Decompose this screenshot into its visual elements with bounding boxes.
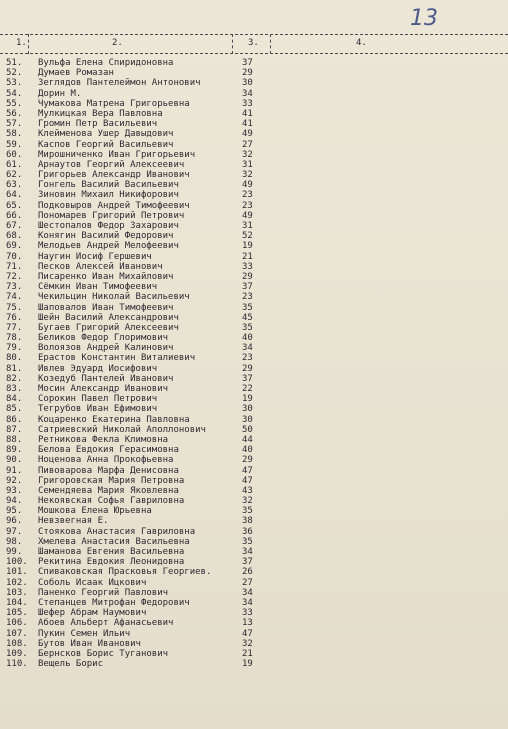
row-number: 79. [6, 343, 23, 354]
person-name: Соболь Исаак Ицкович [38, 577, 147, 588]
list-row [0, 58, 508, 68]
row-number: 72. [6, 271, 23, 282]
person-age: 29 [242, 271, 253, 282]
row-number: 64. [6, 190, 23, 201]
list-row [0, 639, 508, 649]
list-row [0, 557, 508, 567]
person-age: 37 [242, 282, 253, 293]
person-name: Ерастов Константин Виталиевич [38, 353, 196, 364]
person-name: Некоявская Софья Гавриловна [38, 496, 185, 507]
person-age: 38 [242, 516, 253, 527]
person-name: Бугаев Григорий Алексеевич [38, 322, 179, 333]
row-number: 95. [6, 506, 23, 517]
person-age: 41 [242, 108, 253, 119]
row-number: 100. [6, 557, 28, 568]
person-age: 30 [242, 414, 253, 425]
row-number: 59. [6, 139, 23, 150]
person-name: Невзвегная Е. [38, 516, 109, 527]
row-number: 75. [6, 302, 23, 313]
list-row [0, 364, 508, 374]
person-age: 31 [242, 159, 253, 170]
person-name: Пукин Семен Ильич [38, 628, 131, 639]
row-number: 108. [6, 638, 28, 649]
row-number: 74. [6, 292, 23, 303]
person-name: Арнаутов Георгий Алексеевич [38, 159, 185, 170]
person-age: 23 [242, 353, 253, 364]
row-number: 92. [6, 475, 23, 486]
list-row [0, 425, 508, 435]
row-number: 90. [6, 455, 23, 466]
list-row [0, 618, 508, 628]
person-age: 30 [242, 404, 253, 415]
list-row [0, 629, 508, 639]
person-name: Гонгель Василий Васильевич [38, 180, 179, 191]
list-row [0, 68, 508, 78]
row-number: 98. [6, 536, 23, 547]
list-row [0, 140, 508, 150]
row-number: 91. [6, 465, 23, 476]
list-row [0, 435, 508, 445]
person-name: Мирошниченко Иван Григорьевич [38, 149, 196, 160]
list-row [0, 160, 508, 170]
row-number: 99. [6, 547, 23, 557]
person-name: Беликов Федор Глоримович [38, 333, 169, 344]
person-age: 13 [242, 618, 253, 629]
row-number: 55. [6, 98, 23, 109]
row-number: 87. [6, 424, 23, 435]
list-row [0, 211, 508, 221]
row-number: 89. [6, 445, 23, 456]
person-name: Степанцев Митрофан Федорович [38, 597, 190, 608]
row-number: 65. [6, 200, 23, 211]
person-name: Шестопалов Федор Захарович [38, 221, 179, 231]
person-age: 19 [242, 394, 253, 405]
person-age: 41 [242, 119, 253, 130]
row-number: 70. [6, 251, 23, 262]
person-name: Пивоварова Марфа Денисовна [38, 465, 179, 476]
list-row [0, 486, 508, 496]
person-age: 29 [242, 363, 253, 374]
row-number: 96. [6, 516, 23, 527]
list-row [0, 333, 508, 343]
row-number: 83. [6, 384, 23, 394]
list-row [0, 343, 508, 353]
person-age: 32 [242, 638, 253, 649]
list-row [0, 445, 508, 455]
person-age: 40 [242, 333, 253, 344]
person-name: Шейн Василий Александрович [38, 312, 179, 323]
list-row [0, 231, 508, 241]
row-number: 68. [6, 231, 23, 242]
list-row [0, 170, 508, 180]
list-row [0, 272, 508, 282]
person-age: 35 [242, 322, 253, 333]
row-number: 104. [6, 597, 28, 608]
list-row [0, 415, 508, 425]
person-age: 35 [242, 506, 253, 517]
person-age: 31 [242, 221, 253, 231]
person-name: Сёмкин Иван Тимофеевич [38, 282, 158, 293]
person-name: Громин Петр Васильевич [38, 119, 158, 130]
person-age: 44 [242, 434, 253, 445]
row-number: 60. [6, 149, 23, 160]
row-number: 76. [6, 312, 23, 323]
person-age: 40 [242, 445, 253, 456]
column-header-2: 2. [112, 38, 123, 48]
person-name: Шефер Абрам Наумович [38, 608, 147, 619]
list-row [0, 527, 508, 537]
names-list [0, 58, 508, 669]
person-name: Пономарев Григорий Петрович [38, 210, 185, 221]
person-name: Рекитина Евдокия Леонидовна [38, 557, 185, 568]
person-age: 45 [242, 312, 253, 323]
row-number: 58. [6, 129, 23, 140]
person-age: 37 [242, 557, 253, 568]
person-name: Хмелева Анастасия Васильевна [38, 536, 190, 547]
person-name: Ноценова Анна Прокофьевна [38, 455, 174, 466]
person-age: 35 [242, 302, 253, 313]
person-age: 47 [242, 628, 253, 639]
column-header-4: 4. [356, 38, 367, 48]
list-row [0, 608, 508, 618]
row-number: 107. [6, 628, 28, 639]
row-number: 109. [6, 648, 28, 659]
row-number: 102. [6, 577, 28, 588]
person-age: 21 [242, 648, 253, 659]
person-name: Сатриевский Николай Аполлонович [38, 424, 206, 435]
list-row [0, 588, 508, 598]
row-number: 85. [6, 404, 23, 415]
person-name: Абоев Альберт Афанасьевич [38, 618, 174, 629]
person-name: Конягин Василий Федорович [38, 231, 174, 242]
person-age: 27 [242, 139, 253, 150]
row-number: 101. [6, 567, 28, 578]
person-name: Наугин Иосиф Гершевич [38, 251, 152, 262]
list-row [0, 150, 508, 160]
person-age: 22 [242, 384, 253, 394]
person-name: Семендяева Мария Яковлевна [38, 485, 179, 496]
list-row [0, 323, 508, 333]
list-row [0, 292, 508, 302]
list-row [0, 303, 508, 313]
person-name: Мосин Александр Иванович [38, 384, 169, 394]
person-age: 33 [242, 261, 253, 272]
column-header-row [0, 38, 508, 52]
person-age: 37 [242, 58, 253, 68]
list-row [0, 578, 508, 588]
person-name: Сорокин Павел Петрович [38, 394, 158, 405]
list-row [0, 649, 508, 659]
person-name: Клейменова Ушер Давыдович [38, 129, 174, 140]
person-name: Чумакова Матрена Григорьевна [38, 98, 190, 109]
person-age: 23 [242, 190, 253, 201]
person-name: Паненко Георгий Павлович [38, 587, 169, 598]
person-name: Коцаренко Екатерина Павловна [38, 414, 190, 425]
person-age: 19 [242, 659, 253, 670]
list-row [0, 567, 508, 577]
list-row [0, 180, 508, 190]
list-row [0, 78, 508, 88]
person-name: Козедуб Пантелей Иванович [38, 373, 174, 384]
row-number: 80. [6, 353, 23, 364]
list-row [0, 313, 508, 323]
person-age: 47 [242, 475, 253, 486]
list-row [0, 598, 508, 608]
row-number: 84. [6, 394, 23, 405]
row-number: 78. [6, 333, 23, 344]
row-number: 106. [6, 618, 28, 629]
person-name: Шаманова Евгения Васильевна [38, 547, 185, 557]
row-number: 82. [6, 373, 23, 384]
list-row [0, 129, 508, 139]
header-bottom-rule [0, 53, 508, 54]
list-row [0, 89, 508, 99]
person-age: 29 [242, 455, 253, 466]
row-number: 88. [6, 434, 23, 445]
list-row [0, 262, 508, 272]
list-row [0, 506, 508, 516]
row-number: 73. [6, 282, 23, 293]
person-age: 29 [242, 68, 253, 79]
person-name: Стоякова Анастасия Гавриловна [38, 526, 196, 537]
person-age: 23 [242, 200, 253, 211]
list-row [0, 659, 508, 669]
list-row [0, 119, 508, 129]
person-age: 47 [242, 465, 253, 476]
handwritten-page-number: 13 [410, 6, 438, 31]
person-age: 34 [242, 343, 253, 354]
person-age: 37 [242, 373, 253, 384]
list-row [0, 99, 508, 109]
person-name: Вещель Борис [38, 659, 104, 670]
person-age: 50 [242, 424, 253, 435]
person-age: 49 [242, 210, 253, 221]
person-age: 23 [242, 292, 253, 303]
person-name: Зиновин Михаил Никифорович [38, 190, 179, 201]
row-number: 94. [6, 496, 23, 507]
list-row [0, 201, 508, 211]
person-age: 49 [242, 180, 253, 191]
row-number: 69. [6, 241, 23, 252]
person-name: Писаренко Иван Михайлович [38, 271, 174, 282]
person-age: 33 [242, 608, 253, 619]
row-number: 86. [6, 414, 23, 425]
person-name: Бернсков Борис Туганович [38, 648, 169, 659]
row-number: 81. [6, 363, 23, 374]
person-name: Каспов Георгий Васильевич [38, 139, 174, 150]
row-number: 54. [6, 88, 23, 99]
person-name: Мошкова Елена Юрьевна [38, 506, 152, 517]
row-number: 77. [6, 322, 23, 333]
list-row [0, 516, 508, 526]
person-name: Григорьев Александр Иванович [38, 170, 190, 181]
row-number: 51. [6, 58, 23, 68]
list-row [0, 252, 508, 262]
person-age: 32 [242, 496, 253, 507]
person-name: Думаев Ромазан [38, 68, 114, 79]
row-number: 66. [6, 210, 23, 221]
column-header-3: 3. [248, 38, 259, 48]
person-name: Подковыров Андрей Тимофеевич [38, 200, 190, 211]
person-name: Григоровская Мария Петровна [38, 475, 185, 486]
person-age: 35 [242, 536, 253, 547]
person-name: Песков Алексей Иванович [38, 261, 163, 272]
row-number: 110. [6, 659, 28, 670]
row-number: 52. [6, 68, 23, 79]
list-row [0, 282, 508, 292]
person-name: Зеглядов Пантелеймон Антонович [38, 78, 201, 89]
person-age: 27 [242, 577, 253, 588]
list-row [0, 466, 508, 476]
list-row [0, 190, 508, 200]
person-name: Дорин М. [38, 88, 82, 99]
row-number: 67. [6, 221, 23, 231]
header-top-rule [0, 34, 508, 35]
list-row [0, 241, 508, 251]
row-number: 61. [6, 159, 23, 170]
person-age: 30 [242, 78, 253, 89]
list-row [0, 547, 508, 557]
row-number: 57. [6, 119, 23, 130]
person-name: Вульфа Елена Спиридоновна [38, 58, 174, 68]
person-age: 33 [242, 98, 253, 109]
row-number: 56. [6, 108, 23, 119]
person-name: Ивлев Эдуард Иосифович [38, 363, 158, 374]
person-name: Бутов Иван Иванович [38, 638, 141, 649]
row-number: 93. [6, 485, 23, 496]
row-number: 105. [6, 608, 28, 619]
person-age: 52 [242, 231, 253, 242]
person-name: Ретникова Фекла Климовна [38, 434, 169, 445]
person-name: Спиваковская Прасковья Георгиев. [38, 567, 212, 578]
person-name: Мелодьев Андрей Мелофеевич [38, 241, 179, 252]
person-age: 49 [242, 129, 253, 140]
person-name: Волоязов Андрей Калинович [38, 343, 174, 354]
list-row [0, 394, 508, 404]
person-age: 34 [242, 547, 253, 557]
row-number: 103. [6, 587, 28, 598]
person-age: 36 [242, 526, 253, 537]
row-number: 63. [6, 180, 23, 191]
person-name: Мулкицкая Вера Павловна [38, 108, 163, 119]
row-number: 62. [6, 170, 23, 181]
list-row [0, 384, 508, 394]
person-age: 43 [242, 485, 253, 496]
person-age: 26 [242, 567, 253, 578]
list-row [0, 353, 508, 363]
list-row [0, 404, 508, 414]
list-row [0, 496, 508, 506]
person-age: 34 [242, 587, 253, 598]
person-name: Тегрубов Иван Ефимович [38, 404, 158, 415]
list-row [0, 109, 508, 119]
person-age: 34 [242, 597, 253, 608]
person-age: 32 [242, 170, 253, 181]
person-name: Шаповалов Иван Тимофеевич [38, 302, 174, 313]
list-row [0, 374, 508, 384]
row-number: 53. [6, 78, 23, 89]
person-age: 21 [242, 251, 253, 262]
list-row [0, 537, 508, 547]
person-name: Белова Евдокия Герасимовна [38, 445, 179, 456]
list-row [0, 221, 508, 231]
person-age: 32 [242, 149, 253, 160]
row-number: 71. [6, 261, 23, 272]
person-name: Чекильцин Николай Васильевич [38, 292, 190, 303]
list-row [0, 455, 508, 465]
row-number: 97. [6, 526, 23, 537]
person-age: 19 [242, 241, 253, 252]
column-header-1: 1. [16, 38, 27, 48]
person-age: 34 [242, 88, 253, 99]
list-row [0, 476, 508, 486]
